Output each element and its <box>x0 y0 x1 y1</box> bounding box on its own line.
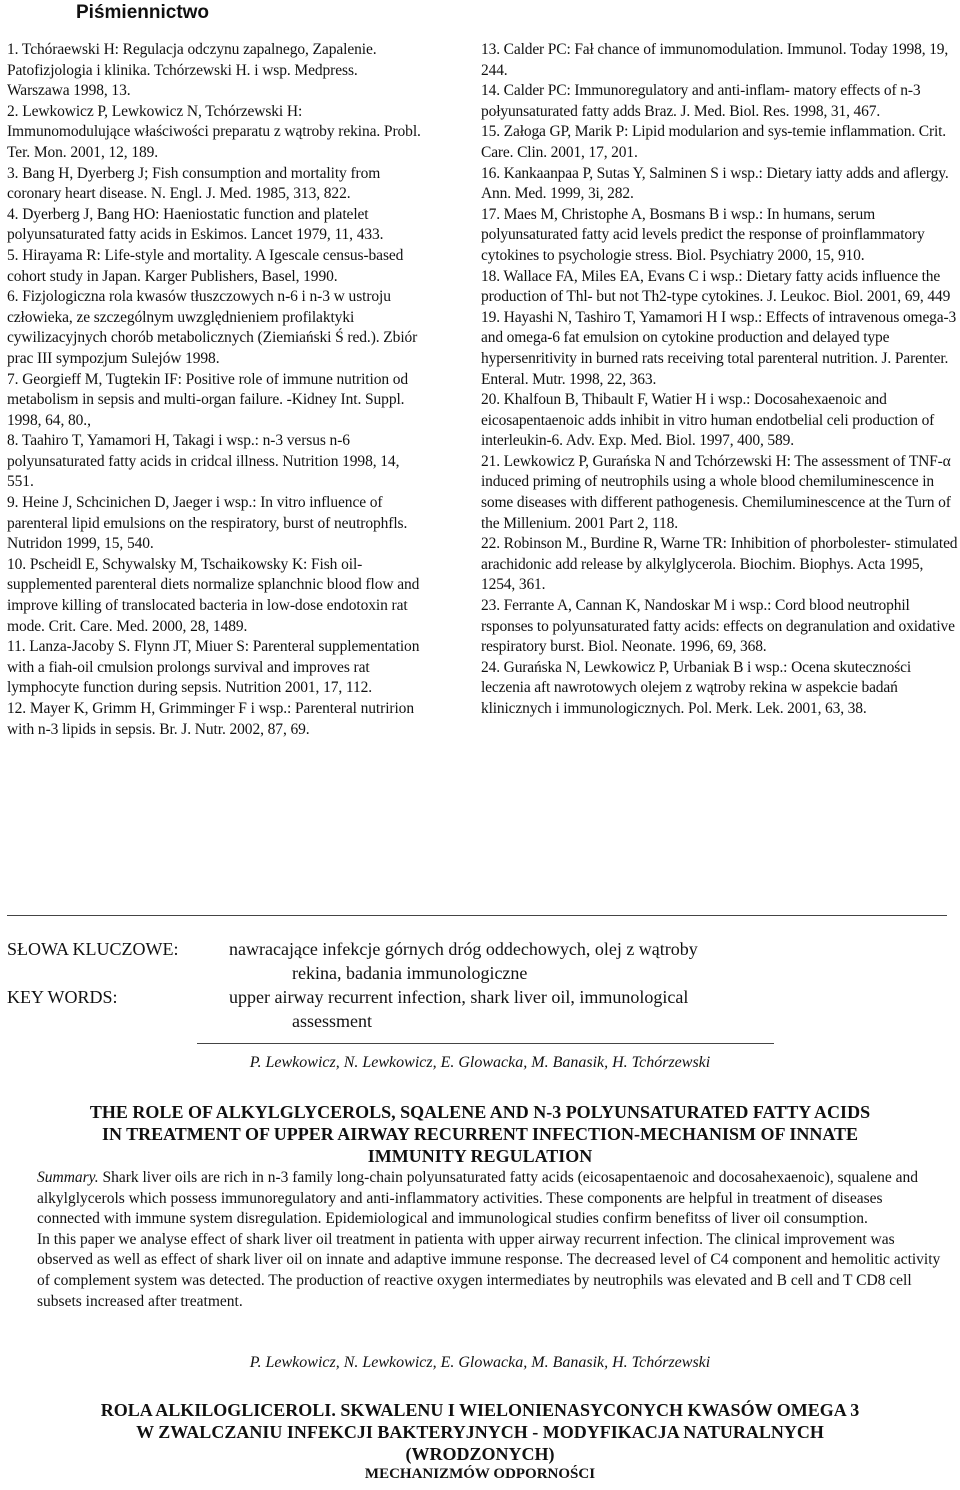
references-left-column <box>7 40 422 740</box>
summary-paragraph: Shark liver oils are rich in n-3 family long-chain polyunsaturated fatty acids (eicosapentaenoic and docosahexaenoic), squalene and alkylglycerols which possess immunoregulatory and anti-inflammatory activities. These components are helpful in treatment of diseases connected with immune system disregulation. Epidemiological and immunological studies confirm benefitss of liver oil consumption. <box>37 1169 919 1228</box>
reference-item: 13. Calder PC: Fał chance of immunomodulation. Immunol. Today 1998, 19, 244. <box>481 41 949 79</box>
reference-item: 19. Hayashi N, Tashiro T, Yamamori H I wsp.: Effects of intravenous omega-3 and omega-6 fat emulsion on cytokine production and delayed type hypersenritivity in burned rats receiving total parenteral nutrition. J. Parenter. Enteral. Mutr. 1998, 22, 363. <box>481 308 957 388</box>
reference-item: 12. Mayer K, Grimm H, Grimminger F i wsp.: Parenteral nutririon with n-3 lipids in sepsis. Br. J. Nutr. 2002, 87, 69. <box>7 700 414 738</box>
title-line: THE ROLE OF ALKYLGLYCEROLS, SQALENE AND N-3 POLYUNSATURATED FATTY ACIDS <box>89 1102 871 1122</box>
reference-item: 18. Wallace FA, Miles EA, Evans C i wsp.: Dietary fatty acids influence the production of Thl- but not Th2-type cytokines. J. Leukoc. Biol. 2001, 69, 449 <box>481 267 951 306</box>
keywords-pl-label: SŁOWA KLUCZOWE: <box>7 939 179 959</box>
reference-item: 15. Załoga GP, Marik P: Lipid modularion and sys-temie inflammation. Crit. Care. Clin. 2001, 17, 201. <box>481 123 947 161</box>
reference-item: 23. Ferrante A, Cannan K, Nandoskar M i wsp.: Cord blood neutrophil rsponses to polyunsaturated fatty acids: effects on degranulation and oxidative respiratory burst. Biol. Neonate. 1996, 69, 368. <box>481 597 955 656</box>
reference-item: 7. Georgieff M, Tugtekin IF: Positive role of immune nutrition od metabolism in sepsis and multi-organ failure. -Kidney Int. Suppl. 1998, 64, 80., <box>7 370 409 429</box>
reference-item: 6. Fizjologiczna rola kwasów tłuszczowych n-6 i n-3 w ustroju człowieka, ze szczególnym uwzględnieniem profilaktyki cywilizacyjnych chorób metabolicznych (Ziemiański Ś red.). Zbiór prac III sympozjum Sulejów 1998. <box>7 288 418 367</box>
reference-item: 1. Tchóraewski H: Regulacja odczynu zapalnego, Zapalenie. Patofizjologia i klinika. Tchórzewski H. i wsp. Medpress. Warszawa 1998, 13. <box>7 41 377 100</box>
reference-item: 9. Heine J, Schcinichen D, Jaeger i wsp.: In vitro influence of parenteral lipid emulsions on the respiratory, burst of neutrophfls. Nutridon 1999, 15, 540. <box>7 494 408 553</box>
reference-item: 4. Dyerberg J, Bang HO: Haeniostatic function and platelet polyunsaturated fatty acids in Eskimos. Lancet 1979, 11, 433. <box>7 205 384 244</box>
authors-polish: P. Lewkowicz, N. Lewkowicz, E. Glowacka, M. Banasik, H. Tchórzewski <box>249 1354 711 1371</box>
summary-paragraph: In this paper we analyse effect of shark liver oil treatment in patienta with upper airway recurrent infection. The clinical improvement was observed as well as effect of shark liver oil on innate and adaptive immune response. The decreased level of C4 component and hemolitic activity of complement system was detected. The production of reactive oxygen intermediates by neutrophils was elevated and B cell and T CD8 cell subsets increased after treatment. <box>37 1230 941 1310</box>
reference-item: 5. Hirayama R: Life-style and mortality. A Igescale census-based cohort study in Japan. Karger Publishers, Basel, 1990. <box>7 246 404 285</box>
title-line: W ZWALCZANIU INFEKCJI BAKTERYJNYCH - MODYFIKACJA NATURALNYCH <box>136 1422 824 1442</box>
reference-item: 20. Khalfoun B, Thibault F, Watier H i wsp.: Docosahexaenoic and eicosapentaenoic adds inhibit in vitro human endotbelial celi production of interleukin-6. Adv. Exp. Med. Biol. 1997, 400, 589. <box>481 391 935 450</box>
keywords-pl-value-continued: rekina, badania immunologiczne <box>292 963 528 983</box>
summary-label: Summary. <box>37 1169 99 1186</box>
bibliography-heading: Piśmiennictwo <box>76 2 210 23</box>
reference-item: 14. Calder PC: Immunoregulatory and anti-inflam- matory effects of n-3 połyunsaturated fatty adds Braz. J. Med. Biol. Res. 1998, 31, 467. <box>481 82 921 120</box>
keywords-pl-value: nawracające infekcje górnych dróg oddechowych, olej z wątroby <box>229 939 698 959</box>
title-line: IMMUNITY REGULATION <box>367 1146 593 1166</box>
article-subtitle-polish: MECHANIZMÓW ODPORNOŚCI <box>364 1466 596 1482</box>
reference-item: 2. Lewkowicz P, Lewkowicz N, Tchórzewski H: Immunomodulujące właściwości preparatu z wątroby rekina. Probl. Ter. Mon. 2001, 12, 189. <box>7 102 421 161</box>
reference-item: 16. Kankaanpaa P, Sutas Y, Salminen S i wsp.: Dietary iatty adds and aflergy. Ann. Med. 1999, 3i, 282. <box>481 164 949 203</box>
reference-item: 21. Lewkowicz P, Gurańska N and Tchórzewski H: The assessment of TNF-α induced priming of neutrophils using a whole blood chemiluminescence in some diseases with different pathogenesis. Chemiluminescence at the Turn of the Millenium. 2001 Part 2, 118. <box>481 452 951 532</box>
article-title-polish <box>0 1399 960 1465</box>
keywords-block <box>7 937 907 1033</box>
title-line: IN TREATMENT OF UPPER AIRWAY RECURRENT INFECTION-MECHANISM OF INNATE <box>101 1124 859 1144</box>
reference-item: 17. Maes M, Christophe A, Bosmans B i wsp.: In humans, serum polyunsaturated fatty acid levels predict the response of proinflammatory cytokines to psychologie stress. Biol. Psychiatry 2000, 15, 910. <box>481 205 925 264</box>
article-title-english <box>0 1101 960 1167</box>
reference-item: 24. Gurańska N, Lewkowicz P, Urbaniak B i wsp.: Ocena skuteczności leczenia aft nawrotowych olejem z wątroby rekina w aspekcie badań klinicznych i immunologicznych. Pol. Merk. Lek. 2001, 63, 38. <box>481 658 912 717</box>
reference-item: 3. Bang H, Dyerberg J; Fish consumption and mortality from coronary heart disease. N. Engl. J. Med. 1985, 313, 822. <box>7 164 381 203</box>
reference-item: 11. Lanza-Jacoby S. Flynn JT, Miuer S: Parenteral supplementation with a fiah-oil cmulsion prolongs survival and improves rat lymphocyte function during sepsis. Nutrition 2001, 17, 112. <box>7 638 420 697</box>
reference-item: 22. Robinson M., Burdine R, Warne TR: Inhibition of phorbolester- stimulated arachidonic add release by alkylglycerola. Biochim. Biophys. Acta 1995, 1254, 361. <box>481 535 958 594</box>
keywords-en-value: upper airway recurrent infection, shark liver oil, immunological <box>229 987 689 1007</box>
section-divider <box>197 1043 774 1044</box>
section-divider <box>7 915 947 916</box>
references-right-column <box>481 40 959 720</box>
keywords-en-label: KEY WORDS: <box>7 987 118 1007</box>
authors-english: P. Lewkowicz, N. Lewkowicz, E. Glowacka, M. Banasik, H. Tchórzewski <box>249 1054 711 1071</box>
title-line: ROLA ALKILOGLICEROLI. SKWALENU I WIELONIENASYCONYCH KWASÓW OMEGA 3 <box>100 1400 860 1420</box>
summary-block <box>37 1168 943 1312</box>
title-line: (WRODZONYCH) <box>405 1444 555 1464</box>
reference-item: 8. Taahiro T, Yamamori H, Takagi i wsp.: n-3 versus n-6 polyunsaturated fatty acids in cridcal illness. Nutrition 1998, 14, 551. <box>7 432 400 491</box>
reference-item: 10. Pscheidl E, Schywalsky M, Tschaikowsky K: Fish oil-supplemented parenteral diets normalize splanchnic blood flow and improve killing of translocated bacteria in low-dose endotoxin rat mode. Crit. Care. Med. 2000, 28, 1489. <box>7 555 420 635</box>
keywords-en-value-continued: assessment <box>292 1011 372 1031</box>
